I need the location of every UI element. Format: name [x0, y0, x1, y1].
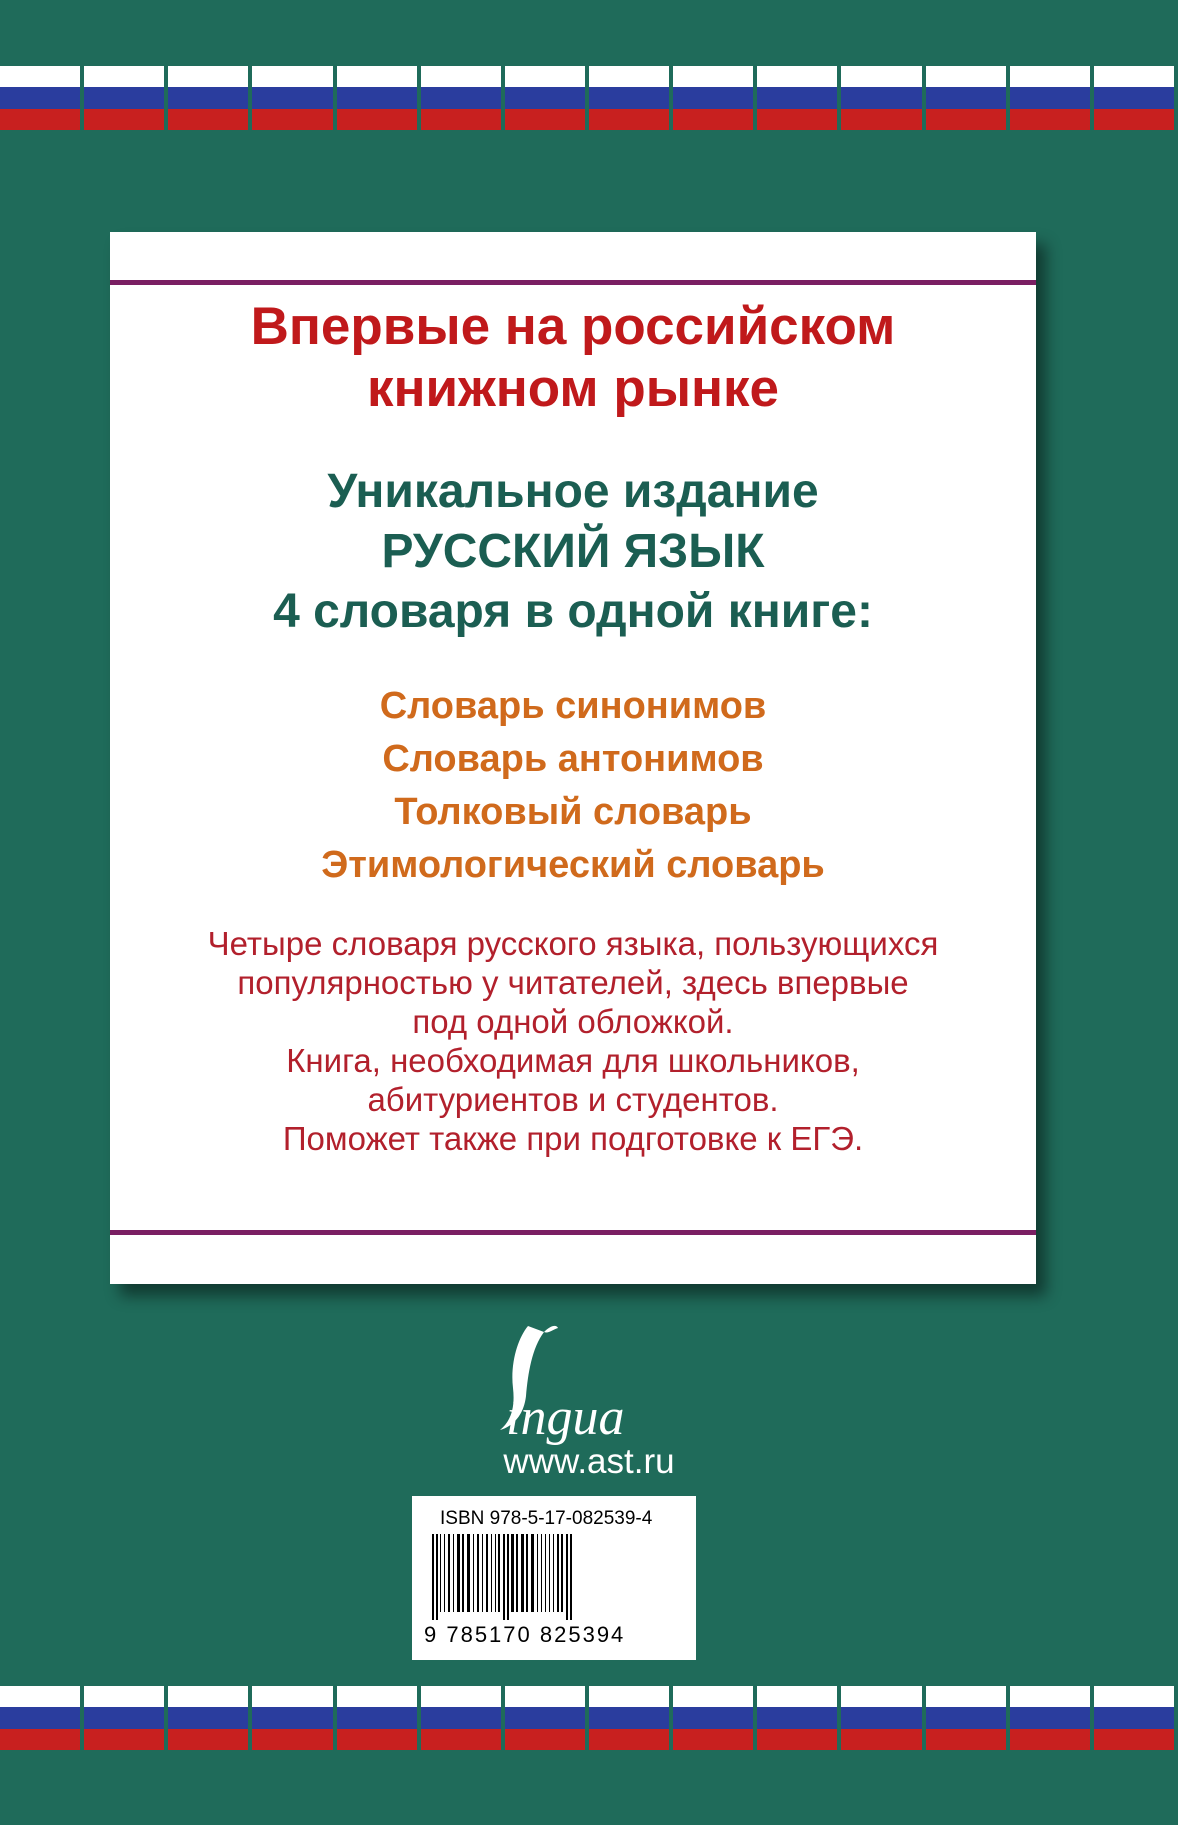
headline-line: книжном рынке — [367, 359, 779, 418]
barcode-bar — [537, 1534, 538, 1612]
headline — [110, 296, 1036, 420]
flag-segment — [757, 66, 837, 130]
flag-segment — [673, 1686, 753, 1750]
edition-line: РУССКИЙ ЯЗЫК — [381, 525, 765, 578]
barcode-bar — [432, 1534, 434, 1620]
barcode-bar — [444, 1534, 445, 1612]
panel-divider-top — [110, 280, 1036, 285]
svg-text:ingua: ingua — [506, 1389, 625, 1446]
barcode-box — [412, 1496, 696, 1660]
barcode-bar — [457, 1534, 460, 1612]
barcode-bar — [541, 1534, 542, 1612]
flag-segment — [84, 1686, 164, 1750]
barcode-bar — [486, 1534, 488, 1612]
flag-segment — [252, 66, 332, 130]
flag-segment — [757, 1686, 837, 1750]
flag-segment — [589, 66, 669, 130]
barcode-bar — [561, 1534, 563, 1612]
flag-segment — [0, 1686, 80, 1750]
headline-line: Впервые на российском — [250, 297, 896, 356]
flag-segment — [1010, 1686, 1090, 1750]
description — [110, 924, 1036, 1158]
dictionary-list — [110, 680, 1036, 892]
dictionary-item: Толковый словарь — [394, 791, 752, 833]
flag-segment — [421, 66, 501, 130]
flag-segment — [1010, 66, 1090, 130]
barcode-bar — [473, 1534, 474, 1612]
barcode-bar — [448, 1534, 450, 1612]
dictionary-item: Этимологический словарь — [321, 844, 825, 886]
barcode-bar — [553, 1534, 554, 1612]
info-panel — [110, 232, 1036, 1284]
flag-segment — [926, 66, 1006, 130]
flag-segment — [168, 1686, 248, 1750]
ean-number: 9 785170 825394 — [424, 1622, 626, 1647]
barcode-icon — [428, 1534, 680, 1620]
description-line: Поможет также при подготовке к ЕГЭ. — [282, 1120, 864, 1157]
barcode-bar — [531, 1534, 534, 1612]
panel-divider-bottom — [110, 1230, 1036, 1235]
barcode-bar — [521, 1534, 524, 1612]
description-line: под одной обложкой. — [412, 1003, 734, 1040]
flag-segment — [505, 66, 585, 130]
barcode-bar — [549, 1534, 550, 1612]
edition-title — [110, 462, 1036, 642]
barcode-bar — [462, 1534, 464, 1612]
barcode-bar — [453, 1534, 454, 1612]
barcode-bar — [545, 1534, 546, 1612]
barcode-bar — [566, 1534, 568, 1620]
barcode-bar — [467, 1534, 470, 1612]
flag-segment — [841, 66, 921, 130]
flag-segment — [589, 1686, 669, 1750]
flag-segment — [505, 1686, 585, 1750]
dictionary-item: Словарь антонимов — [382, 738, 764, 780]
description-line: абитуриентов и студентов. — [367, 1081, 779, 1118]
flag-segment — [673, 66, 753, 130]
flag-segment — [84, 66, 164, 130]
barcode-bar — [477, 1534, 479, 1612]
flag-segment — [841, 1686, 921, 1750]
edition-line: 4 словаря в одной книге: — [273, 585, 873, 638]
website-url: www.ast.ru — [503, 1442, 675, 1481]
barcode-bar — [557, 1534, 559, 1612]
flag-segment — [926, 1686, 1006, 1750]
flag-strip-top — [0, 66, 1178, 130]
flag-segment — [168, 66, 248, 130]
edition-line: Уникальное издание — [327, 465, 819, 518]
barcode-bar — [482, 1534, 483, 1612]
flag-segment — [0, 66, 80, 130]
barcode-bar — [491, 1534, 492, 1612]
barcode-bar — [526, 1534, 528, 1612]
flag-segment — [337, 1686, 417, 1750]
dictionary-item: Словарь синонимов — [379, 685, 767, 727]
barcode-bar — [570, 1534, 572, 1620]
barcode-bar — [503, 1534, 505, 1620]
description-line: популярностью у читателей, здесь впервые — [237, 964, 909, 1001]
flag-segment — [252, 1686, 332, 1750]
barcode-bar — [498, 1534, 500, 1612]
barcode-bar — [440, 1534, 441, 1612]
barcode-bar — [507, 1534, 509, 1620]
description-line: Четыре словаря русского языка, пользующихся — [207, 925, 939, 962]
flag-segment — [421, 1686, 501, 1750]
description-line: Книга, необходимая для школьников, — [286, 1042, 860, 1079]
flag-segment — [1094, 66, 1174, 130]
barcode-bar — [511, 1534, 514, 1612]
lingua-logo — [458, 1318, 658, 1448]
flag-segment — [337, 66, 417, 130]
barcode-bar — [495, 1534, 496, 1612]
flag-strip-bottom — [0, 1686, 1178, 1750]
flag-segment — [1094, 1686, 1174, 1750]
barcode-bar — [516, 1534, 518, 1612]
barcode-bar — [436, 1534, 438, 1620]
isbn-number: ISBN 978-5-17-082539-4 — [440, 1508, 653, 1529]
